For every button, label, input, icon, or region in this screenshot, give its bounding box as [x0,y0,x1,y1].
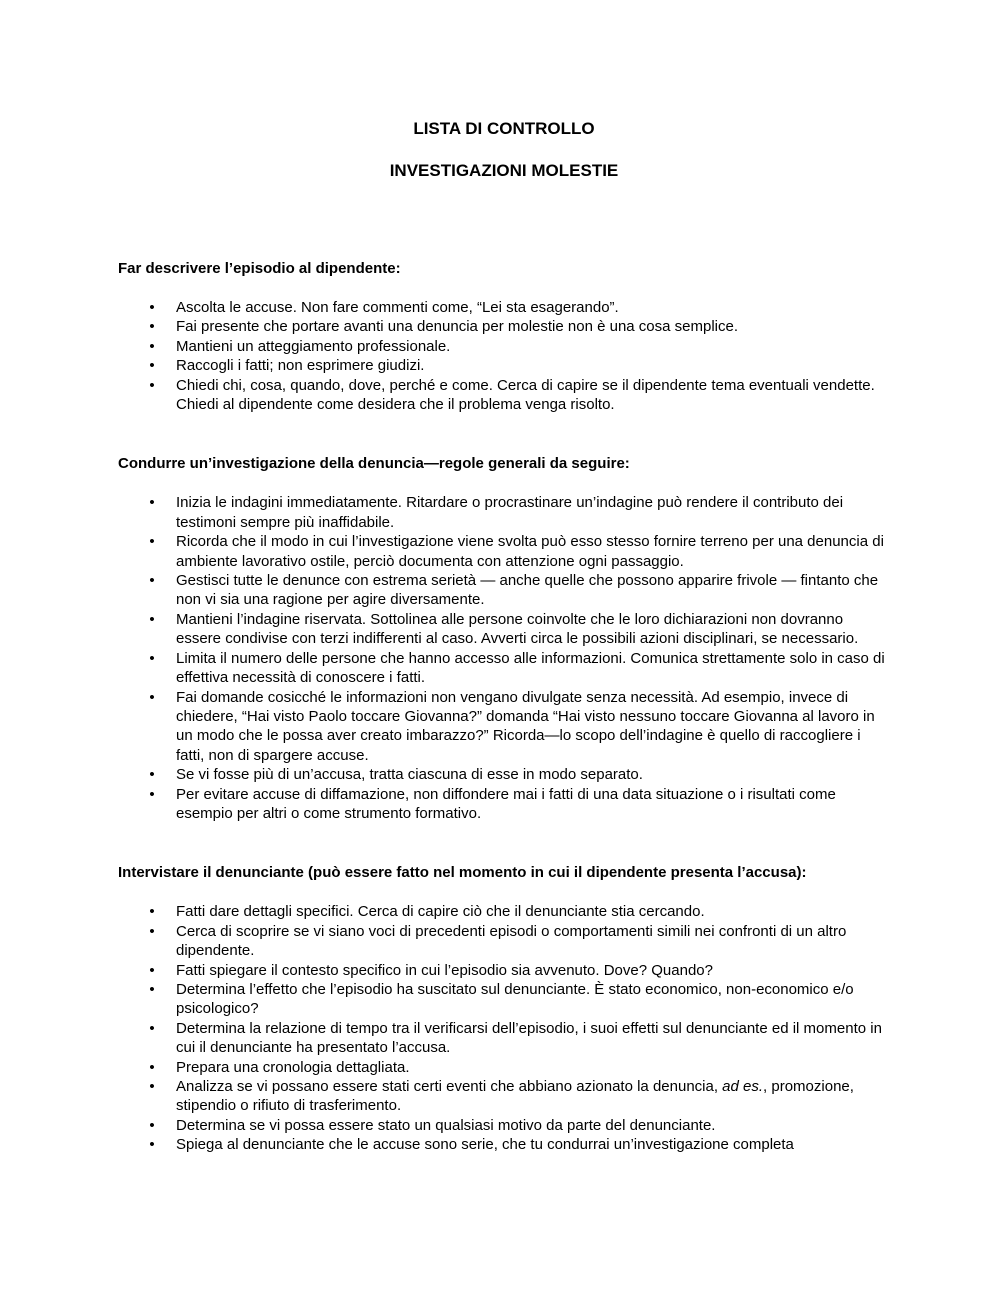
list-item-text-before: Analizza se vi possano essere stati certi eventi che abbiano azionato la denuncia, [176,1078,723,1095]
bullet-icon: • [149,922,155,940]
list-item-text: Chiedi chi, cosa, quando, dove, perché e come. Cerca di capire se il dipendente tema eventuali vendette. Chiedi al dipendente come desidera che il problema venga risolto. [176,376,875,414]
section-list-episode-description [118,298,890,414]
list-item [118,1077,890,1116]
list-item [118,571,890,610]
list-item [118,980,890,1019]
section-heading-interview-complainant: Intervistare il denunciante (può essere fatto nel momento in cui il dipendente presenta l’accusa): [118,864,807,882]
section-list-general-rules [118,493,890,823]
list-item [118,317,890,336]
list-item-text: Inizia le indagini immediatamente. Ritardare o procrastinare un’indagine può rendere il contributo dei testimoni sempre più inaffidabile. [176,494,844,531]
list-item-text: Fai presente che portare avanti una denuncia per molestie non è una cosa semplice. [176,318,739,336]
bullet-icon: • [149,318,155,336]
bullet-icon: • [149,980,155,998]
bullet-icon: • [149,572,155,590]
bullet-icon: • [149,1136,155,1154]
list-item [118,961,890,980]
list-item [118,493,890,532]
list-item-text: Limita il numero delle persone che hanno accesso alle informazioni. Comunica strettamente solo in caso di effettiva necessità di conoscere i fatti. [176,649,885,687]
list-item-text: Fatti dare dettagli specifici. Cerca di capire ciò che il denunciante stia cercando. [176,903,705,921]
bullet-icon: • [149,785,155,803]
list-item [118,765,890,784]
document-subtitle: INVESTIGAZIONI MOLESTIE [389,161,619,180]
list-item [118,1058,890,1077]
list-item [118,688,890,766]
list-item [118,610,890,649]
list-item [118,1116,890,1135]
list-item-text: Prepara una cronologia dettagliata. [176,1058,410,1076]
section-heading-general-rules: Condurre un’investigazione della denuncia—regole generali da seguire: [118,455,630,473]
bullet-icon: • [149,1019,155,1037]
list-item [118,785,890,824]
list-item-text: Mantieni l’indagine riservata. Sottolinea alle persone coinvolte che le loro dichiarazioni non dovranno essere condivise con terzi indifferenti al caso. Avverti circa le possibili azioni disciplinari, se necessario. [176,610,859,648]
list-item-text: Ricorda che il modo in cui l’investigazione viene svolta può esso stesso fornire terreno per una denuncia di ambiente lavorativo ostile, perciò documenta con attenzione ogni passaggio. [176,533,884,570]
list-item-text: Determina se vi possa essere stato un qualsiasi motivo da parte del denunciante. [176,1116,716,1134]
list-item [118,922,890,961]
list-item [118,298,890,317]
document-title: LISTA DI CONTROLLO [413,119,595,138]
list-item-text: Determina la relazione di tempo tra il verificarsi dell’episodio, i suoi effetti sul denunciante ed il momento in cui il denunciante ha presentato l’accusa. [176,1019,882,1057]
section-heading-episode-description: Far descrivere l’episodio al dipendente: [118,260,401,277]
list-item [118,337,890,356]
list-item-text: Se vi fosse più di un’accusa, tratta ciascuna di esse in modo separato. [176,766,643,784]
list-item [118,532,890,571]
list-item-text: Ascolta le accuse. Non fare commenti come, “Lei sta esagerando”. [176,299,619,316]
bullet-icon: • [149,961,155,979]
bullet-icon: • [149,649,155,667]
list-item-text: Cerca di scoprire se vi siano voci di precedenti episodi o comportamenti simili nei confronti di un altro dipendente. [176,922,847,960]
list-item [118,649,890,688]
bullet-icon: • [149,1078,155,1095]
list-item [118,1019,890,1058]
list-item [118,376,890,415]
bullet-icon: • [149,688,155,706]
list-item-text: Determina l’effetto che l’episodio ha suscitato sul denunciante. È stato economico, non-economico e/o psicologico? [176,980,854,1018]
list-item-text-italic: ad es. [722,1078,764,1095]
list-item-text: Fai domande cosicché le informazioni non vengano divulgate senza necessità. Ad esempio, invece di chiedere, “Hai visto Paolo toccare Giovanna?” domanda “Hai visto nessuno toccare Giovanna al lavoro in un modo che le possa aver creato imbarazzo?” Ricorda—lo scopo dell’indagine è quello di raccogliere i fatti, non di spargere accuse. [176,688,875,764]
bullet-icon: • [149,903,155,921]
list-item [118,902,890,921]
bullet-icon: • [149,357,155,375]
bullet-icon: • [149,376,155,394]
bullet-icon: • [149,533,155,551]
bullet-icon: • [149,766,155,784]
bullet-icon: • [149,337,155,355]
list-item [118,1135,890,1154]
section-list-interview-complainant [118,902,890,1154]
bullet-icon: • [149,1058,155,1076]
list-item-text-after: , promozione, stipendio o rifiuto di trasferimento. [176,1078,854,1115]
bullet-icon: • [149,610,155,628]
bullet-icon: • [149,299,155,316]
list-item-text: Fatti spiegare il contesto specifico in cui l’episodio sia avvenuto. Dove? Quando? [176,961,713,979]
list-item-text: Mantieni un atteggiamento professionale. [176,337,451,355]
bullet-icon: • [149,1116,155,1134]
bullet-icon: • [149,494,155,512]
list-item-text: Spiega al denunciante che le accuse sono serie, che tu condurrai un’investigazione completa [176,1136,794,1154]
list-item [118,356,890,375]
list-item-text: Gestisci tutte le denunce con estrema serietà — anche quelle che possono apparire frivole — fintanto che non vi sia una ragione per agire diversamente. [176,572,879,609]
list-item-text: Raccogli i fatti; non esprimere giudizi. [176,357,425,375]
list-item-text: Per evitare accuse di diffamazione, non diffondere mai i fatti di una data situazione o i risultati come esempio per altri o come strumento formativo. [176,785,836,822]
